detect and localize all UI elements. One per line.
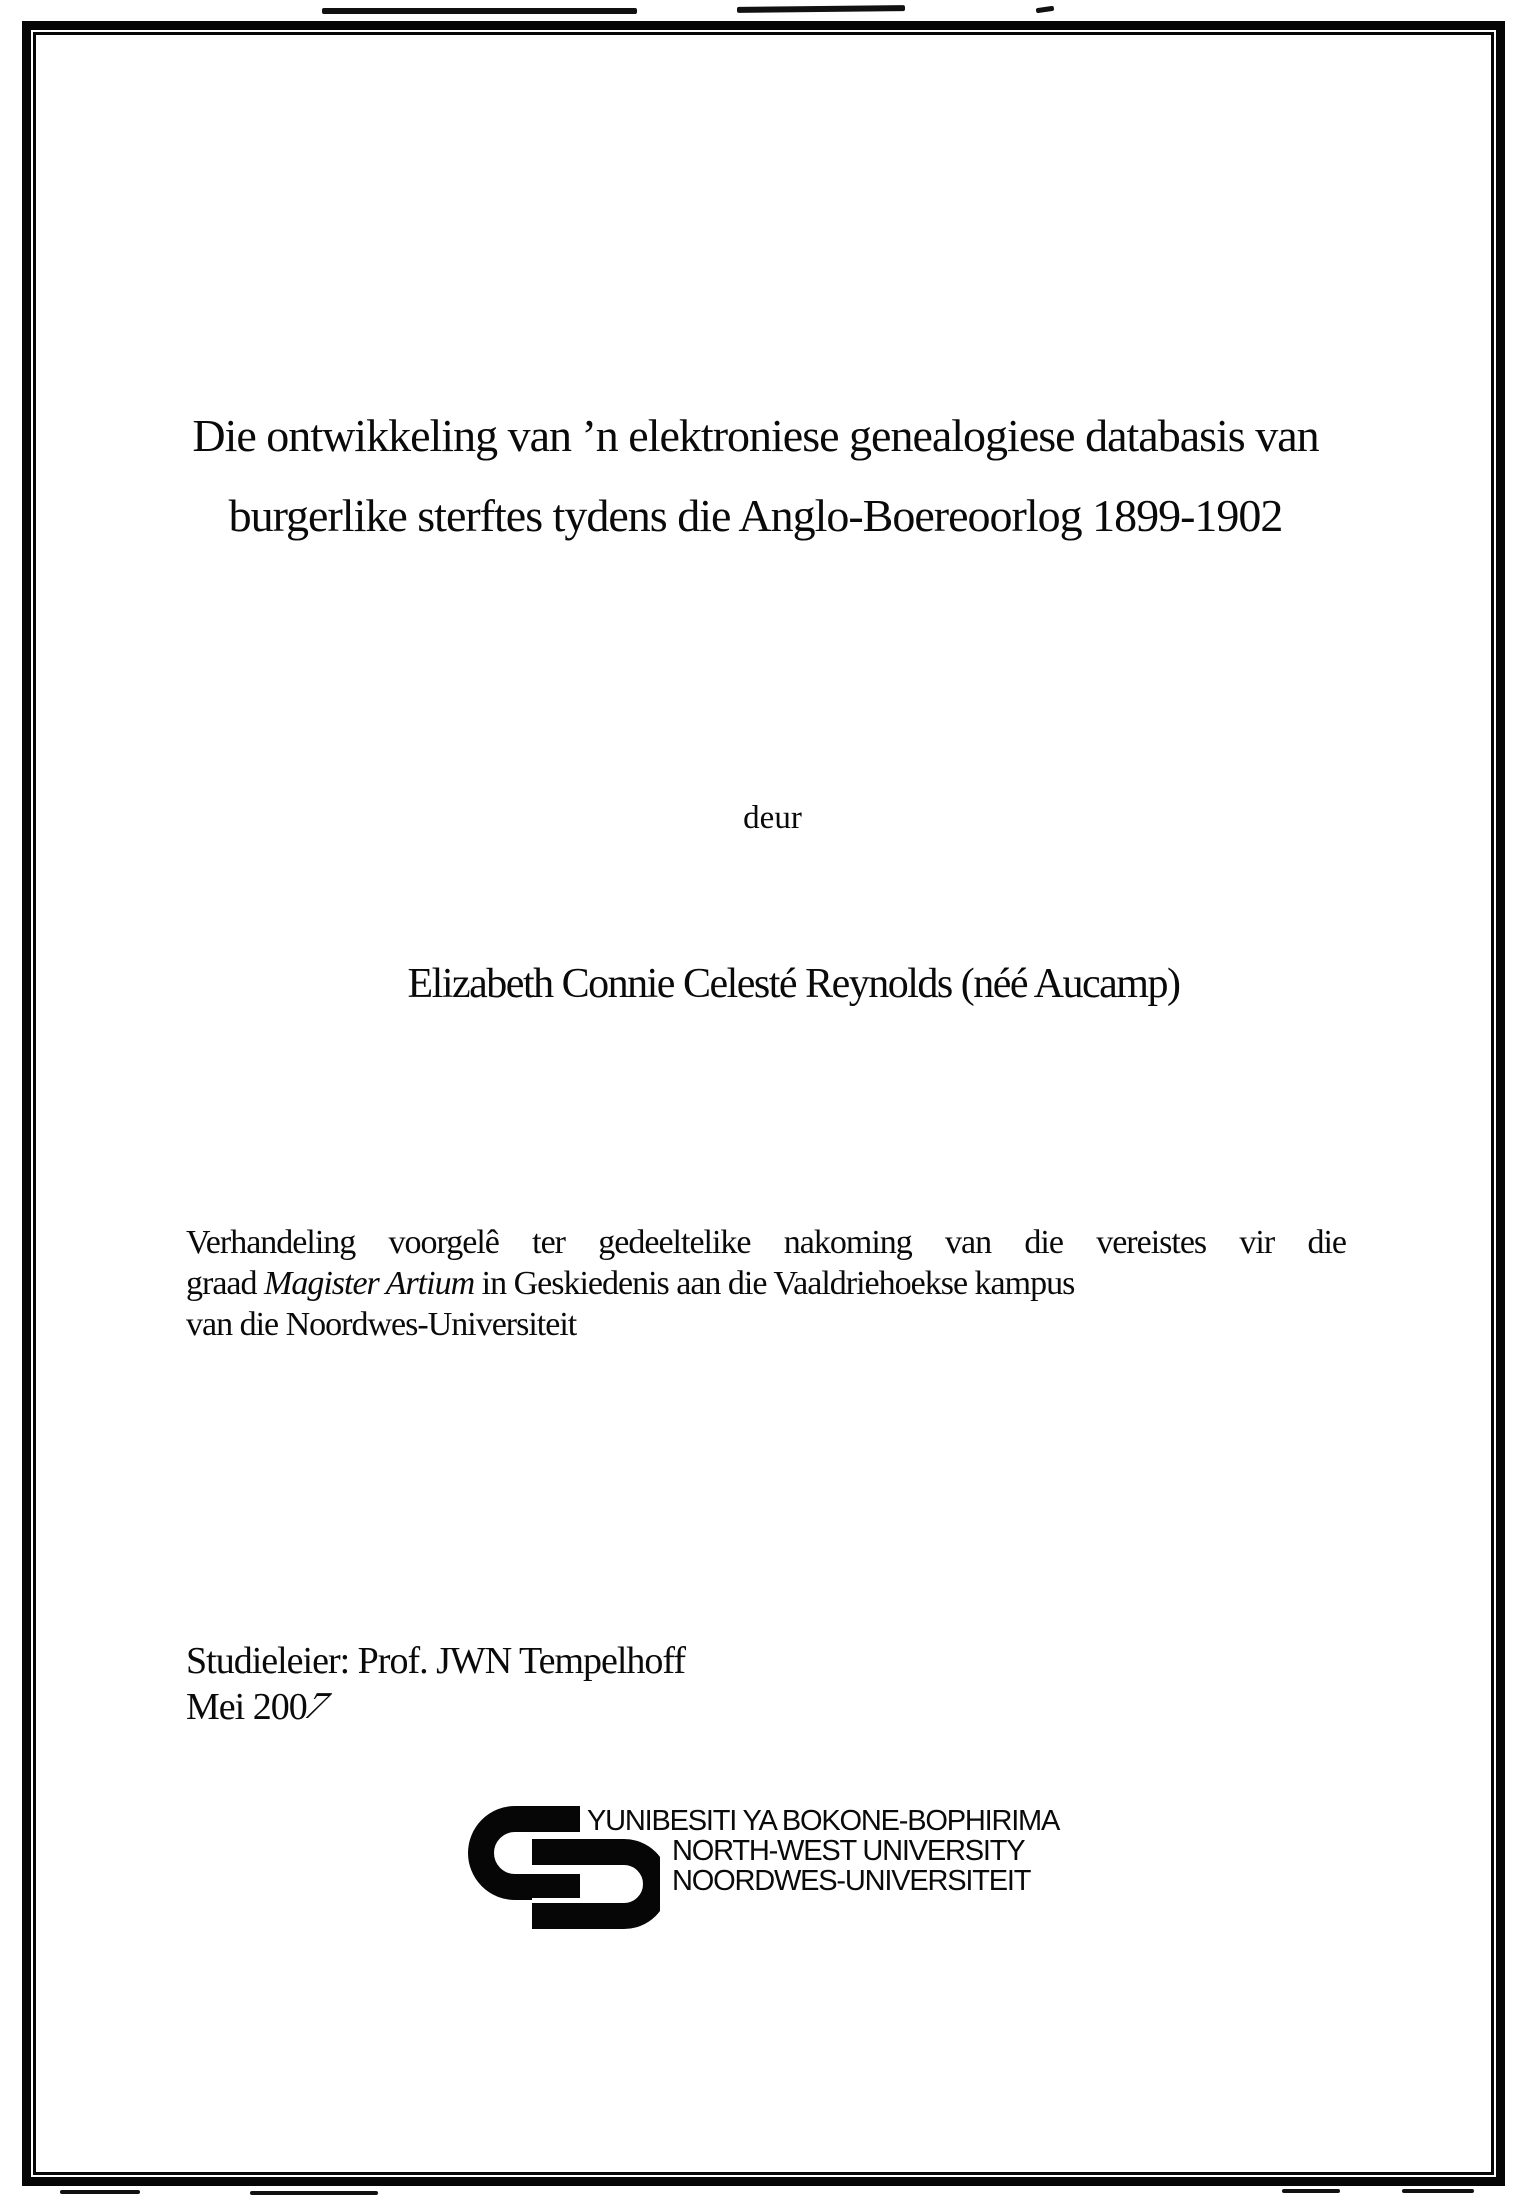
scan-artifact bbox=[1402, 2189, 1474, 2193]
supervisor-line: Studieleier: Prof. JWN Tempelhoff bbox=[186, 1640, 686, 1682]
thesis-title bbox=[0, 396, 1519, 556]
scan-artifact bbox=[1282, 2189, 1340, 2193]
author-name: Elizabeth Connie Celesté Reynolds (néé Aucamp) bbox=[407, 961, 1180, 1007]
supervisor-block bbox=[186, 1638, 685, 1730]
degree-name: Magister Artium bbox=[264, 1265, 475, 1302]
byline-label: deur bbox=[743, 800, 802, 836]
date-distorted-seven: 7 bbox=[296, 1685, 337, 1727]
scan-artifact bbox=[1036, 6, 1055, 13]
degree-statement-line1: Verhandeling voorgelê ter gedeeltelike nakoming van die vereistes vir die bbox=[186, 1224, 1346, 1261]
degree-statement-line2-suffix: in Geskiedenis aan die Vaaldriehoekse kampus bbox=[474, 1265, 1075, 1302]
logo-line-setswana: YUNIBESITI YA BOKONE-BOPHIRIMA bbox=[587, 1805, 1060, 1837]
date-line bbox=[186, 1684, 685, 1730]
degree-statement bbox=[186, 1222, 1346, 1345]
scan-artifact bbox=[250, 2191, 378, 2195]
date-prefix: Mei 200 bbox=[186, 1686, 307, 1728]
university-logo-text bbox=[587, 1806, 1059, 1896]
degree-statement-line3: van die Noordwes-Universiteit bbox=[186, 1306, 577, 1343]
logo-line-afrikaans: NOORDWES-UNIVERSITEIT bbox=[672, 1865, 1031, 1897]
degree-statement-line2-prefix: graad bbox=[186, 1265, 265, 1302]
thesis-title-line2: burgerlike sterftes tydens die Anglo-Boereoorlog 1899-1902 bbox=[228, 490, 1283, 541]
degree-statement-line2 bbox=[186, 1263, 1346, 1304]
university-logo bbox=[468, 1806, 1108, 1946]
scan-artifact bbox=[322, 8, 637, 14]
scan-artifact bbox=[60, 2190, 140, 2194]
thesis-title-line1: Die ontwikkeling van ’n elektroniese genealogiese databasis van bbox=[192, 410, 1319, 461]
scan-artifact bbox=[737, 5, 905, 13]
logo-line-english: NORTH-WEST UNIVERSITY bbox=[672, 1835, 1025, 1867]
